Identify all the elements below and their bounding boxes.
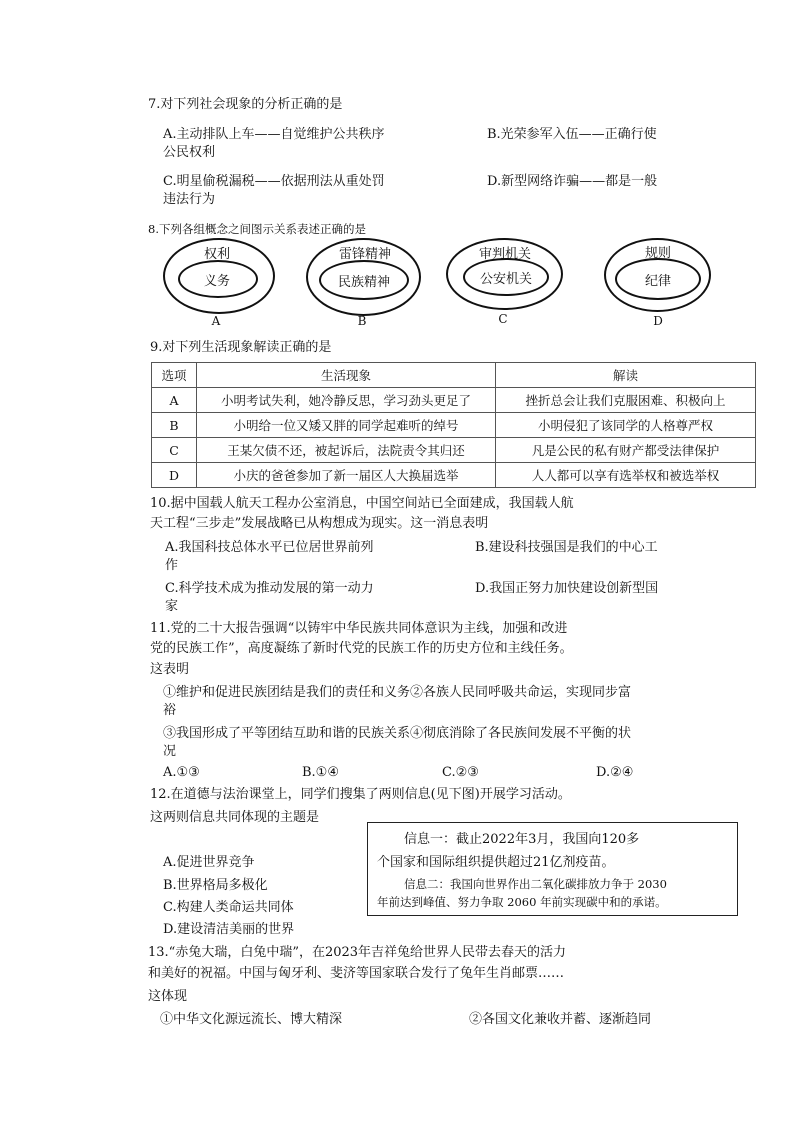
cell-interpretation: 小明侵犯了该同学的人格尊严权: [496, 413, 756, 438]
outer-label: 规则: [644, 246, 671, 261]
q11-choice-c: C.②③: [442, 765, 479, 780]
q9-stem: 9.对下列生活现象解读正确的是: [150, 340, 332, 355]
q13-statement-2: ②各国文化兼收并蓄、逐渐趋同: [469, 1012, 652, 1027]
q13-stem-line2: 和美好的祝福。中国与匈牙利、斐济等国家联合发行了兔年生肖邮票……: [148, 966, 565, 981]
q12-stem-line2: 这两则信息共同体现的主题是: [150, 810, 320, 825]
q11-choice-d: D.②④: [596, 765, 634, 780]
cell-interpretation: 挫折总会让我们克服困难、积极向上: [496, 388, 756, 413]
cell-option: A: [152, 388, 197, 413]
q12-info-box: [367, 822, 738, 916]
header-interpretation: 解读: [496, 363, 756, 388]
q13-stem-line3: 这体现: [148, 989, 188, 1004]
diagram-label: C: [498, 312, 508, 326]
cell-phenomenon: 王某欠债不还，被起诉后，法院责令其归还: [197, 438, 496, 463]
cell-option: C: [152, 438, 197, 463]
q12-option-a: A.促进世界竞争: [163, 855, 255, 870]
diagram-label: B: [357, 314, 367, 328]
header-option: 选项: [152, 363, 197, 388]
inner-label: 义务: [203, 274, 230, 289]
q12-option-b: B.世界格局多极化: [163, 878, 268, 893]
cell-interpretation: 人人都可以享有选举权和被选举权: [496, 463, 756, 488]
q7-stem: 7.对下列社会现象的分析正确的是: [148, 97, 343, 112]
q12-option-c: C.构建人类命运共同体: [163, 900, 294, 915]
inner-label: 纪律: [644, 274, 671, 289]
q11-choice-b: B.①④: [302, 765, 339, 780]
cell-option: B: [152, 413, 197, 438]
q10-stem-line2: 天工程“三步走”发展战略已从构想成为现实。这一消息表明: [150, 516, 489, 531]
cell-phenomenon: 小明给一位又矮又胖的同学起难听的绰号: [197, 413, 496, 438]
table-row: [152, 438, 756, 463]
q11-choice-a: A.①③: [163, 765, 200, 780]
q10-option-c: C.科学技术成为推动发展的第一动力: [165, 581, 374, 596]
diagram-label: A: [211, 314, 221, 328]
q11-statements-1-2: ①维护和促进民族团结是我们的责任和义务②各族人民同呼吸共命运，实现同步富: [163, 685, 632, 700]
table-row: [152, 388, 756, 413]
table-header-row: [152, 363, 756, 388]
q11-statements-1-2-continued: 裕: [163, 703, 177, 718]
q13-stem-line1: 13.“赤兔大瑞，白兔中瑞”，在2023年吉祥兔给世界人民带去春天的活力: [148, 945, 567, 960]
cell-option: D: [152, 463, 197, 488]
q11-statements-3-4: ③我国形成了平等团结互助和谐的民族关系④彻底消除了各民族间发展不平衡的状: [163, 726, 632, 741]
info2-line2: 年前达到峰值、努力争取 2060 年前实现碳中和的承诺。: [377, 895, 667, 909]
table-row: [152, 463, 756, 488]
q11-stem-line2: 党的民族工作”，高度凝练了新时代党的民族工作的历史方位和主线任务。: [150, 641, 573, 656]
cell-interpretation: 凡是公民的私有财产都受法律保护: [496, 438, 756, 463]
q11-statements-3-4-continued: 况: [163, 744, 177, 759]
q10-option-a: A.我国科技总体水平已位居世界前列: [165, 540, 374, 555]
q11-stem-line3: 这表明: [150, 662, 190, 677]
q7-option-d-continued: 违法行为: [163, 192, 216, 207]
info1-line1: 信息一：截止2022年3月，我国向120多: [404, 832, 640, 847]
q10-option-b-continued: 作: [165, 558, 179, 573]
inner-label: 公安机关: [479, 272, 532, 287]
q10-stem-line1: 10.据中国载人航天工程办公室消息，中国空间站已全面建成，我国载人航: [150, 496, 574, 511]
info2-line1: 信息二：我国向世界作出二氧化碳排放力争于 2030: [404, 877, 667, 891]
q7-option-b-continued: 公民权利: [163, 145, 216, 160]
q12-option-d: D.建设清洁美丽的世界: [163, 922, 295, 937]
cell-phenomenon: 小明考试失利，她冷静反思，学习劲头更足了: [197, 388, 496, 413]
info1-line2: 个国家和国际组织提供超过21亿剂疫苗。: [377, 855, 615, 870]
inner-label: 民族精神: [337, 275, 390, 290]
cell-phenomenon: 小庆的爸爸参加了新一届区人大换届选举: [197, 463, 496, 488]
q8-stem: 8.下列各组概念之间图示关系表述正确的是: [148, 222, 366, 236]
q10-option-b: B.建设科技强国是我们的中心工: [475, 540, 658, 555]
outer-label: 雷锋精神: [338, 247, 391, 262]
q11-stem-line1: 11.党的二十大报告强调“以铸牢中华民族共同体意识为主线，加强和改进: [150, 621, 568, 636]
q10-option-d: D.我国正努力加快建设创新型国: [475, 581, 659, 596]
q10-option-d-continued: 家: [165, 599, 179, 614]
q7-option-a: A.主动排队上车——自觉维护公共秩序: [163, 127, 385, 142]
q7-option-d: D.新型网络诈骗——都是一般: [487, 174, 658, 189]
diagram-label: D: [653, 314, 663, 328]
q13-statement-1: ①中华文化源远流长、博大精深: [160, 1012, 343, 1027]
q12-stem-line1: 12.在道德与法治课堂上，同学们搜集了两则信息(见下图)开展学习活动。: [150, 787, 571, 802]
q7-option-b: B.光荣参军入伍——正确行使: [487, 127, 657, 142]
header-phenomenon: 生活现象: [197, 363, 496, 388]
outer-label: 审判机关: [478, 247, 531, 262]
outer-label: 权利: [203, 247, 230, 262]
table-row: [152, 413, 756, 438]
q7-option-c: C.明星偷税漏税——依据刑法从重处罚: [163, 174, 385, 189]
q9-table: [151, 362, 756, 488]
